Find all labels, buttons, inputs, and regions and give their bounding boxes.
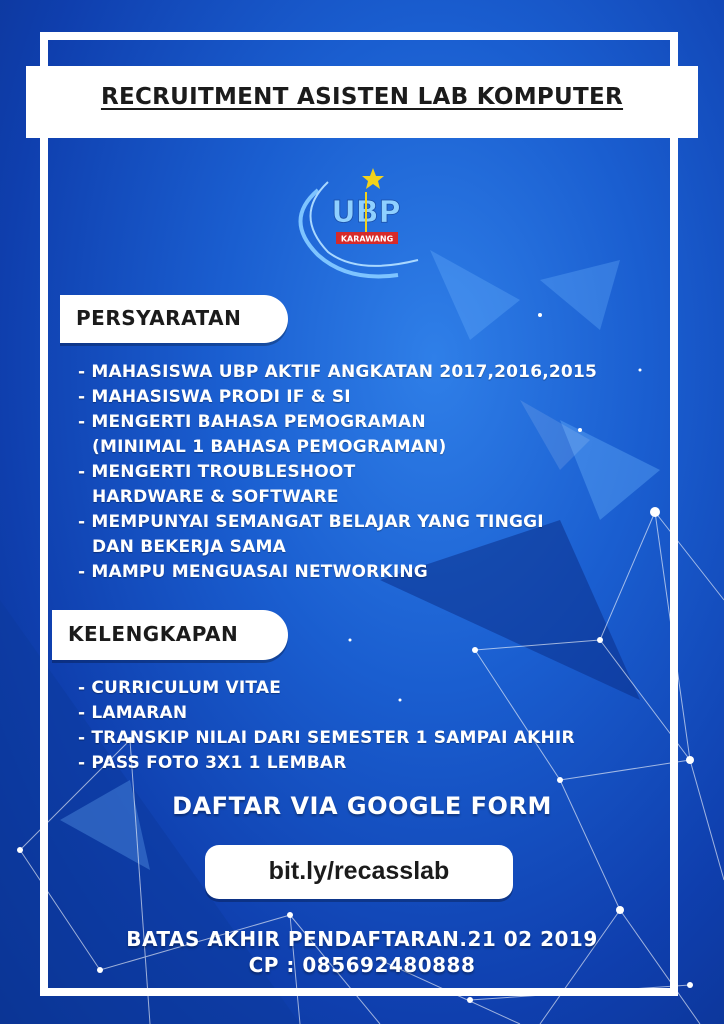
list-item: - MAMPU MENGUASAI NETWORKING bbox=[78, 562, 428, 582]
kelengkapan-heading: KELENGKAPAN bbox=[52, 610, 288, 660]
list-item: HARDWARE & SOFTWARE bbox=[92, 487, 339, 507]
deadline-text: BATAS AKHIR PENDAFTARAN.21 02 2019 bbox=[126, 927, 598, 951]
link-box[interactable] bbox=[205, 845, 513, 899]
logo-name: UBP bbox=[331, 195, 401, 230]
list-item: (MINIMAL 1 BAHASA PEMOGRAMAN) bbox=[92, 437, 447, 457]
list-item: - MENGERTI BAHASA PEMOGRAMAN bbox=[78, 412, 426, 432]
footer bbox=[0, 926, 724, 978]
ubp-logo-icon bbox=[288, 160, 438, 290]
list-item: - MENGERTI TROUBLESHOOT bbox=[78, 462, 356, 482]
registration-link[interactable]: bit.ly/recasslab bbox=[268, 857, 450, 885]
list-item: - CURRICULUM VITAE bbox=[78, 678, 282, 698]
contact-text: CP : 085692480888 bbox=[248, 953, 476, 977]
list-item: - TRANSKIP NILAI DARI SEMESTER 1 SAMPAI AKHIR bbox=[78, 728, 575, 748]
logo-subtitle: KARAWANG bbox=[340, 234, 394, 244]
daftar-text: DAFTAR VIA GOOGLE FORM bbox=[172, 792, 552, 820]
persyaratan-list bbox=[78, 360, 597, 585]
list-item: - LAMARAN bbox=[78, 703, 188, 723]
poster-title: RECRUITMENT ASISTEN LAB KOMPUTER bbox=[100, 84, 624, 110]
list-item: - MAHASISWA PRODI IF & SI bbox=[78, 387, 351, 407]
kelengkapan-list bbox=[78, 676, 575, 776]
list-item: DAN BEKERJA SAMA bbox=[92, 537, 286, 557]
list-item: - MAHASISWA UBP AKTIF ANGKATAN 2017,2016,2015 bbox=[78, 362, 598, 382]
list-item: - MEMPUNYAI SEMANGAT BELAJAR YANG TINGGI bbox=[78, 512, 544, 532]
persyaratan-heading: PERSYARATAN bbox=[60, 295, 288, 343]
list-item: - PASS FOTO 3X1 1 LEMBAR bbox=[78, 753, 347, 773]
